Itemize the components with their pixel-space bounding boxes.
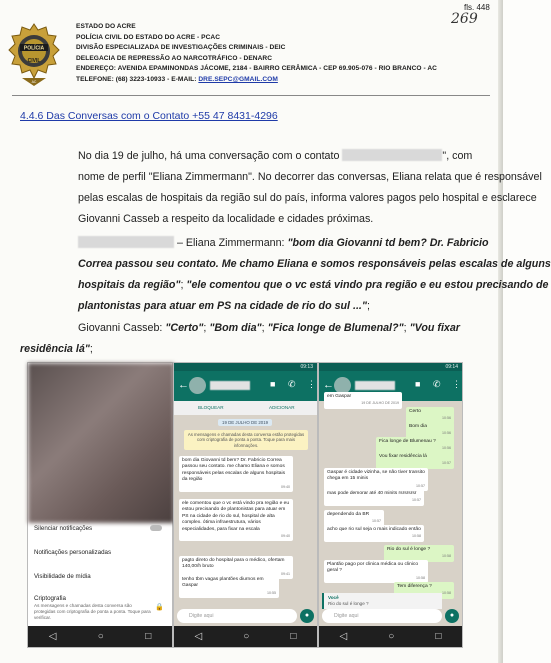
svg-text:CIVIL: CIVIL [27, 58, 41, 64]
message-bubble-outgoing: Fica longe de Blumenau ? 10:56 [376, 437, 454, 454]
letterhead-line: DELEGACIA DE REPRESSÃO AO NARCOTRÁFICO - DENARC [76, 54, 273, 62]
home-nav-icon[interactable]: ○ [243, 631, 250, 642]
home-nav-icon[interactable]: ○ [388, 631, 395, 642]
paragraph-1-line-3: pelas escalas de hospitais da região sul do país, informa valores pagos pelo hospital e esclarece [78, 192, 537, 204]
redacted-contact-name [355, 381, 395, 390]
message-bubble-outgoing: Vou fixar residência lá 10:57 [376, 452, 454, 469]
more-options-icon[interactable]: ⋮ [452, 379, 461, 389]
paragraph-1-line-2: nome de perfil "Eliana Zimmermann". No decorrer das conversas, Eliana relata que é responsável [78, 171, 542, 183]
phone-call-icon[interactable]: ✆ [433, 379, 441, 389]
recents-nav-icon[interactable]: □ [290, 631, 297, 642]
back-arrow-icon[interactable]: ← [323, 379, 334, 391]
message-bubble-outgoing: Bom dia 10:56 [406, 422, 454, 439]
encryption-notice: As mensagens e chamadas desta conversa estão protegidas com criptografia de ponta a ponta. Toque para mais informações. [184, 430, 308, 450]
back-nav-icon[interactable]: ◁ [339, 631, 348, 642]
block-button[interactable]: BLOQUEAR [198, 405, 224, 410]
android-nav-bar [28, 626, 172, 647]
message-bubble-incoming: Gaspar é cidade vizinha, se não tiver transito chega em 15 minis 10:57 [324, 468, 428, 491]
svg-text:POLÍCIA: POLÍCIA [23, 45, 45, 52]
screenshot-chat-1 [173, 362, 318, 648]
message-bubble-outgoing: Rio do sul é longe ? 10:58 [384, 545, 454, 562]
paragraph-3-line-2: residência lá"; [20, 343, 93, 355]
letterhead [76, 22, 437, 86]
letterhead-line: ENDEREÇO: AVENIDA EPAMINONDAS JÁCOME, 2184 - BAIRRO CERÂMICA - CEP 69.905-076 - RIO BRANCO - AC [76, 65, 437, 73]
message-bubble-incoming: Plantão pago por clinica médica ou clinico geral ? 10:58 [324, 560, 428, 583]
status-bar: 09:14 [319, 363, 462, 371]
encryption-description: As mensagens e chamadas desta conversa são protegidas com criptografia de ponta a ponta. Toque para verificar. [34, 603, 151, 620]
mic-icon[interactable]: ● [300, 609, 314, 623]
letterhead-line: ESTADO DO ACRE [76, 23, 136, 30]
section-title: 4.4.6 Das Conversas com o Contato +55 47 8431-4296 [20, 110, 278, 122]
message-bubble-outgoing: Certo 10:56 [406, 407, 454, 424]
folio-stamp: fls. 448 [464, 3, 490, 12]
screenshot-chat-2 [318, 362, 463, 648]
message-bubble-incoming: acho que rio sul seja o mais indicado então 10:58 [324, 525, 424, 542]
setting-encryption[interactable]: Criptografia [34, 595, 66, 602]
lock-icon: 🔒 [155, 604, 164, 611]
redacted-contact [78, 236, 174, 248]
back-nav-icon[interactable]: ◁ [48, 631, 57, 642]
mic-icon[interactable]: ● [445, 609, 459, 623]
message-bubble-incoming: tenho tbm vagas plantões diurnos em Gaspar 10:55 [179, 575, 279, 598]
message-bubble-incoming: ele comentou que o vc está vindo pra região e eu estou precisando de plantonistas para atuar em PS na cidade de rio do sul, hospital de alta complex. ótima infraestrutura, vários especialidades, para fixar na escala 09:40 [179, 499, 293, 541]
message-bubble-incoming: pagto direto do hospital para o médico, ofertam 140,00/h bruto 09:41 [179, 556, 293, 579]
toggle-switch[interactable] [150, 525, 162, 531]
add-contact-button[interactable]: ADICIONAR [269, 405, 295, 410]
message-bubble-incoming: bom dia Giovanni td bem? Dr. Fabricio Correa passou seu contato. me chamo Eliana e somos responsáveis pelas escalas de alguns hospitais da região 09:40 [179, 456, 293, 492]
contact-avatar[interactable] [189, 377, 206, 394]
setting-media-visibility[interactable]: Visibilidade de mídia [34, 573, 91, 580]
blurred-profile-photo [28, 363, 174, 523]
back-arrow-icon[interactable]: ← [178, 379, 189, 391]
home-nav-icon[interactable]: ○ [97, 631, 104, 642]
recents-nav-icon[interactable]: □ [435, 631, 442, 642]
handwritten-page-number: 269 [451, 11, 478, 27]
svg-text:AC: AC [31, 80, 37, 84]
message-input[interactable]: Digite aqui [322, 609, 442, 623]
recents-nav-icon[interactable]: □ [145, 631, 152, 642]
email-link[interactable]: DRE.SEPC@GMAIL.COM [198, 75, 278, 83]
android-nav-bar [174, 626, 317, 647]
paragraph-1-line-4: Giovanni Casseb a respeito da localidade e cidades próximas. [78, 213, 374, 225]
message-bubble-incoming: em Gaspar 19 DE JULHO DE 2019 [324, 392, 402, 409]
status-bar: 09:13 [174, 363, 317, 371]
setting-mute-notifications[interactable]: Silenciar notificações [34, 525, 93, 532]
chat-app-bar [174, 371, 317, 401]
more-options-icon[interactable]: ⋮ [307, 379, 316, 389]
screenshot-contact-settings [27, 362, 173, 648]
paragraph-3-line-1: Giovanni Casseb: "Certo"; "Bom dia"; "Fica longe de Blumenal?"; "Vou fixar [78, 322, 460, 334]
video-call-icon[interactable]: ■ [415, 379, 421, 389]
paragraph-2-line-3: hospitais da região"; "ele comentou que o vc está vindo pra região e eu estou precisando de [78, 279, 549, 291]
letterhead-line: DIVISÃO ESPECIALIZADA DE INVESTIGAÇÕES CRIMINAIS - DEIC [76, 44, 286, 52]
message-bubble-outgoing: Tem diferença ? 10:58 [394, 582, 454, 599]
redacted-contact-name [210, 381, 250, 390]
redacted-contact [342, 149, 442, 161]
paragraph-2-line-1: – Eliana Zimmermann: "bom dia Giovanni td bem? Dr. Fabricio [78, 233, 489, 254]
paragraph-2-line-4: plantonistas para atuar em PS na cidade de rio do sul ..."; [78, 300, 370, 312]
unknown-contact-actions [174, 401, 317, 415]
android-nav-bar [319, 626, 462, 647]
reply-preview: Você Rio do sul é longe ? [322, 593, 442, 609]
video-call-icon[interactable]: ■ [270, 379, 276, 389]
police-badge-logo [8, 22, 60, 88]
letterhead-contact: TELEFONE: (68) 3223-10933 - E-MAIL: DRE.SEPC@GMAIL.COM [76, 75, 278, 83]
setting-custom-notifications[interactable]: Notificações personalizadas [34, 549, 112, 556]
letterhead-line: POLÍCIA CIVIL DO ESTADO DO ACRE - PCAC [76, 33, 221, 41]
back-nav-icon[interactable]: ◁ [194, 631, 203, 642]
message-bubble-incoming: mas pode demorar até 40 minits rsrsrsrsr 10:57 [324, 489, 424, 506]
paragraph-2-line-2: Correa passou seu contato. Me chamo Eliana e somos responsáveis pelas escalas de alguns [78, 258, 551, 270]
header-divider [12, 95, 490, 96]
phone-call-icon[interactable]: ✆ [288, 379, 296, 389]
page-edge-shadow [498, 0, 503, 663]
message-bubble-incoming: dependendo da BR 10:57 [324, 510, 384, 527]
date-chip: 19 DE JULHO DE 2019 [218, 419, 272, 426]
paragraph-1-line-1: No dia 19 de julho, há uma conversação com o contato ", com [78, 150, 473, 162]
message-input[interactable]: Digite aqui [177, 609, 297, 623]
